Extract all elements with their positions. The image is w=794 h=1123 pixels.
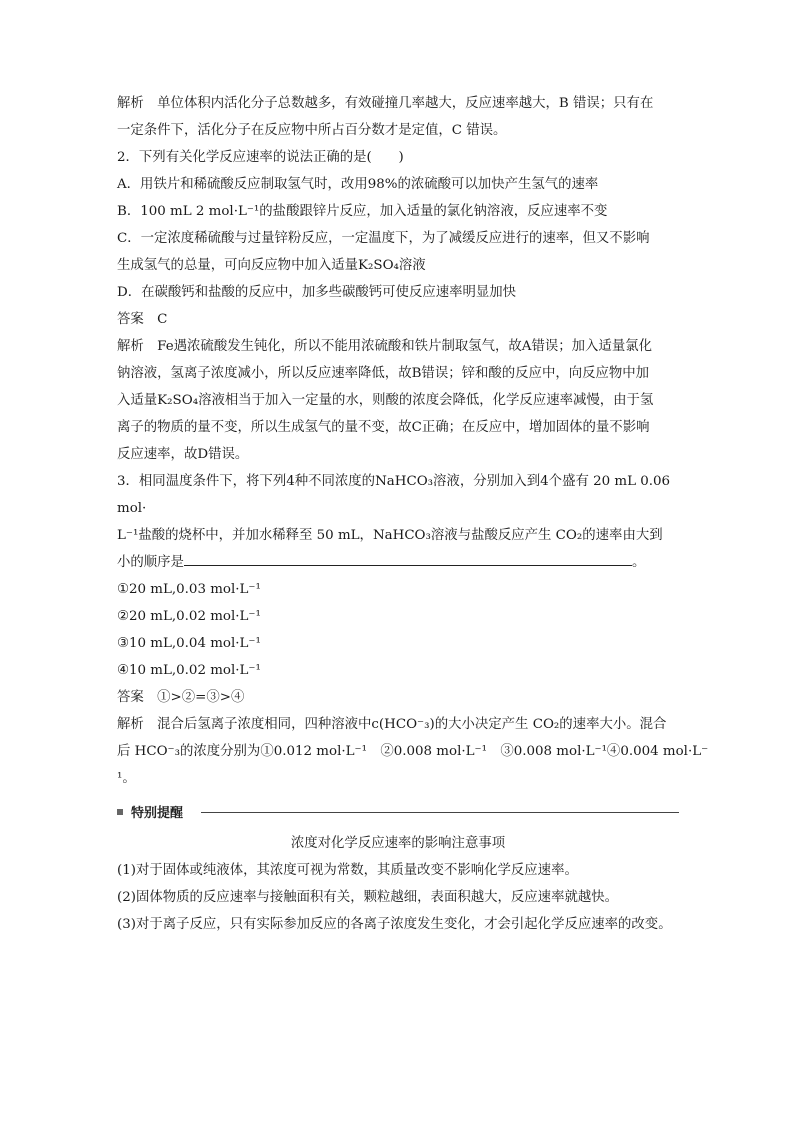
reminder-item: (2)固体物质的反应速率与接触面积有关，颗粒越细，表面积越大，反应速率就越快。 [117, 890, 619, 905]
reminder-item: (3)对于离子反应，只有实际参加反应的各离子浓度发生变化，才会引起化学反应速率的改变。 [117, 917, 672, 932]
bullet-icon [117, 809, 123, 815]
answer-blank [184, 550, 632, 566]
question-3-stem: 3．相同温度条件下，将下列4种不同浓度的NaHCO₃溶液，分别加入到4个盛有 20 mL 0.06 [117, 474, 671, 489]
text-line: 一定条件下，活化分子在反应物中所占百分数才是定值，C 错误。 [117, 123, 507, 138]
question-2-stem: 2．下列有关化学反应速率的说法正确的是( ) [117, 150, 404, 165]
reminder-title: 浓度对化学反应速率的影响注意事项 [290, 836, 506, 851]
question-3-stem-line: mol· [117, 501, 147, 516]
choice-1: ①20 mL,0.03 mol·L⁻¹ [117, 582, 261, 597]
analysis-2: 解析 Fe遇浓硫酸发生钝化，所以不能用浓硫酸和铁片制取氢气，故A错误；加入适量氯化 [117, 339, 652, 354]
special-reminder-header [117, 802, 679, 822]
question-3-blank-line [117, 549, 679, 576]
option-c: C．一定浓度稀硫酸与过量锌粉反应，一定温度下，为了减缓反应进行的速率，但又不影响 [117, 231, 650, 246]
analysis-2-line: 钠溶液，氢离子浓度减小，所以反应速率降低，故B错误；锌和酸的反应中，向反应物中加 [117, 366, 650, 381]
answer-2: 答案 C [117, 312, 168, 327]
analysis-2-line: 入适量K₂SO₄溶液相当于加入一定量的水，则酸的浓度会降低，化学反应速率减慢，由于氢 [117, 393, 654, 408]
reminder-item: (1)对于固体或纯液体，其浓度可视为常数，其质量改变不影响化学反应速率。 [117, 863, 578, 878]
analysis-2-line: 离子的物质的量不变，所以生成氢气的量不变，故C正确；在反应中，增加固体的量不影响 [117, 420, 650, 435]
divider [201, 812, 679, 813]
option-d: D．在碳酸钙和盐酸的反应中，加多些碳酸钙可使反应速率明显加快 [117, 285, 517, 300]
option-a: A．用铁片和稀硫酸反应制取氢气时，改用98%的浓硫酸可以加快产生氢气的速率 [117, 177, 599, 192]
special-reminder-label: 特别提醒 [131, 806, 184, 821]
option-c-continued: 生成氢气的总量，可向反应物中加入适量K₂SO₄溶液 [117, 258, 426, 273]
reminder-list [117, 857, 687, 938]
analysis-2-line: 反应速率，故D错误。 [117, 447, 249, 462]
blank-suffix: 。 [631, 555, 646, 570]
analysis-3-line: 后 HCO⁻₃的浓度分别为①0.012 mol·L⁻¹ ②0.008 mol·L⁻¹ ③0.008 mol·L⁻¹④0.004 mol·L⁻ [117, 744, 709, 759]
analysis-3: 解析 混合后氢离子浓度相同，四种溶液中c(HCO⁻₃)的大小决定产生 CO₂的速率大小。混合 [117, 717, 667, 732]
document-body [117, 90, 709, 792]
analysis-3-line: ¹。 [117, 771, 136, 786]
blank-prefix: 小的顺序是 [117, 555, 184, 570]
option-b: B．100 mL 2 mol·L⁻¹的盐酸跟锌片反应，加入适量的氯化钠溶液，反应速率不变 [117, 204, 608, 219]
text-line: 解析 单位体积内活化分子总数越多，有效碰撞几率越大，反应速率越大，B 错误；只有在 [117, 96, 654, 111]
choice-3: ③10 mL,0.04 mol·L⁻¹ [117, 636, 261, 651]
answer-3: 答案 ①>②=③>④ [117, 690, 245, 705]
choice-2: ②20 mL,0.02 mol·L⁻¹ [117, 609, 261, 624]
choice-4: ④10 mL,0.02 mol·L⁻¹ [117, 663, 261, 678]
question-3-stem-line: L⁻¹盐酸的烧杯中，并加水稀释至 50 mL，NaHCO₃溶液与盐酸反应产生 CO₂的速率由大到 [117, 528, 663, 543]
